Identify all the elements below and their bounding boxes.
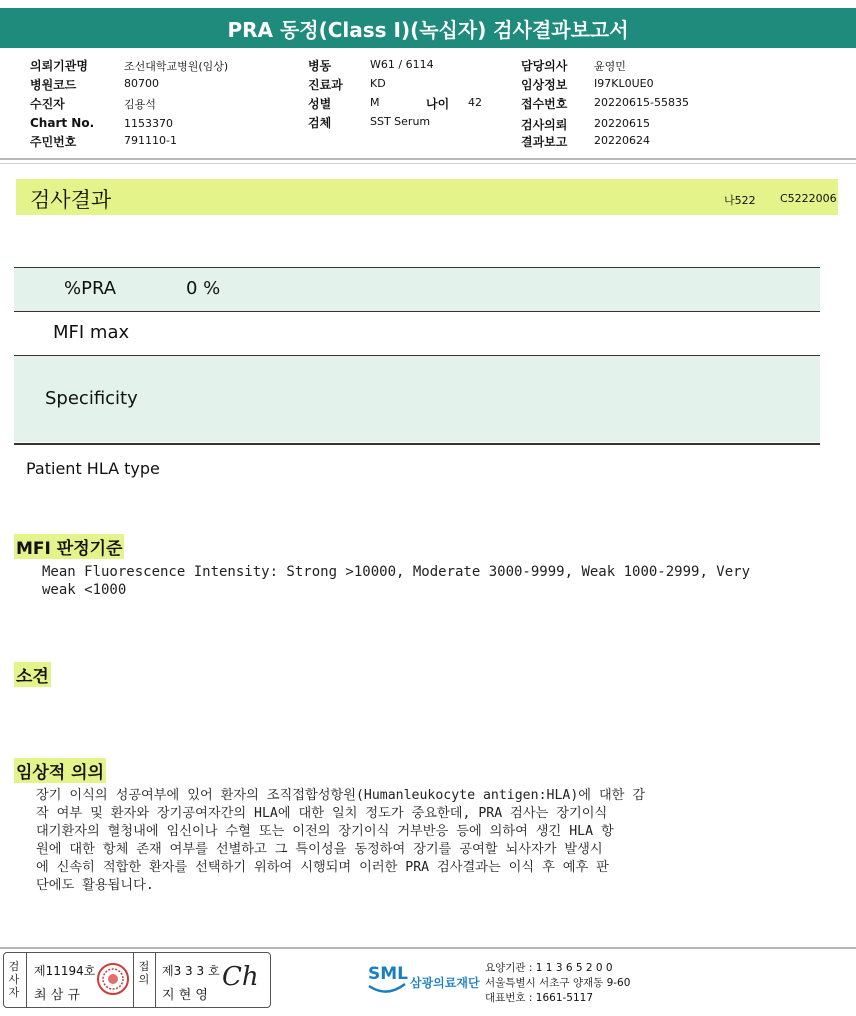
row-divider [14, 311, 820, 312]
mfi-criteria-line: weak <1000 [42, 582, 127, 598]
pra-row [14, 268, 820, 311]
label-department: 진료과 [308, 78, 343, 92]
label-result-report: 결과보고 [521, 135, 568, 149]
clinical-line: 대기환자의 혈청내에 임신이나 수혈 또는 이전의 장기이식 거부반응 등에 의하여 생긴 HLA 항 [36, 824, 614, 839]
value-resident-no: 791110-1 [124, 134, 177, 147]
inspector-name: 최 삼 규 [34, 988, 80, 1003]
pra-label: %PRA [64, 278, 117, 299]
label-doctor: 담당의사 [521, 59, 568, 73]
value-receipt-no: 20220615-55835 [594, 96, 689, 109]
result-code: 나522 [724, 194, 756, 207]
value-sex: M [370, 96, 380, 109]
foundation-name: 삼광의료재단 [410, 976, 480, 990]
clinical-line: 원에 대한 항체 존재 여부를 선별하고 그 특이성을 동정하여 장기를 공여할 뇌사자가 발생시 [36, 842, 603, 857]
value-test-request: 20220615 [594, 117, 650, 130]
value-specimen: SST Serum [370, 115, 431, 128]
label-institution: 의뢰기관명 [30, 59, 88, 73]
reviewer-number: 제3 3 3 호 [162, 964, 220, 978]
org-address: 서울특별시 서초구 양재동 9-60 [485, 977, 631, 989]
value-clinical-info: I97KL0UE0 [594, 77, 654, 90]
value-result-report: 20220624 [594, 134, 650, 147]
label-ward: 병동 [308, 59, 332, 73]
cell-separator [133, 953, 134, 1007]
result-title: 검사결과 [30, 188, 112, 212]
value-patient: 김용석 [124, 98, 156, 111]
row-divider [14, 443, 820, 445]
report-title: PRA 동정(Class I)(녹십자) 검사결과보고서 [0, 8, 856, 48]
footer-divider [0, 947, 856, 949]
result-test-code: C5222006 [780, 192, 837, 205]
label-hospital-code: 병원코드 [30, 78, 77, 92]
inspector-label-text: 검사자 [8, 960, 20, 999]
header-divider-thin [0, 163, 856, 164]
label-specimen: 검체 [308, 116, 332, 130]
reviewer-label [137, 960, 151, 986]
patient-hla-label: Patient HLA type [26, 459, 160, 478]
clinical-line: 장기 이식의 성공여부에 있어 환자의 조직접합성항원(Humanleukocyte antigen:HLA)에 대한 감 [36, 788, 646, 803]
inspector-label [7, 960, 21, 999]
clinical-heading: 임상적 의의 [14, 758, 106, 783]
result-header-bar [16, 179, 838, 215]
value-doctor: 윤영민 [594, 60, 626, 73]
label-receipt-no: 접수번호 [521, 97, 568, 111]
value-hospital-code: 80700 [124, 77, 159, 90]
value-ward: W61 / 6114 [370, 58, 434, 71]
seal-stamp-icon [96, 962, 130, 996]
opinion-heading: 소견 [14, 662, 51, 687]
label-resident-no: 주민번호 [30, 135, 77, 149]
value-chart-no: 1153370 [124, 117, 173, 130]
header-divider [0, 158, 856, 160]
value-institution: 조선대학교병원(임상) [124, 60, 229, 73]
reviewer-name: 지 현 영 [162, 988, 208, 1003]
label-patient: 수진자 [30, 97, 65, 111]
mfi-max-label: MFI max [53, 322, 130, 343]
clinical-line: 단에도 활용됩니다. [36, 878, 154, 893]
clinical-text [36, 787, 645, 895]
specificity-label: Specificity [45, 388, 138, 409]
inspector-number: 제11194호 [34, 964, 96, 978]
pra-value: 0 % [186, 278, 221, 299]
signature: Ch [222, 962, 259, 992]
reviewer-label-text: 접의 [138, 960, 150, 986]
org-phone: 대표번호 : 1661-5117 [485, 992, 594, 1004]
label-sex: 성별 [308, 97, 332, 111]
sml-logo-text: SML [368, 964, 408, 984]
org-code: 요양기관 : 1 1 3 6 5 2 0 0 [485, 962, 613, 974]
mfi-criteria-heading: MFI 판정기준 [14, 534, 124, 559]
cell-separator [26, 953, 27, 1007]
mfi-criteria-line: Mean Fluorescence Intensity: Strong >10000, Moderate 3000-9999, Weak 1000-2999, Very [42, 564, 751, 580]
label-test-request: 검사의뢰 [521, 118, 568, 132]
clinical-line: 에 신속히 적합한 환자를 선택하기 위하여 시행되며 이러한 PRA 검사결과는 이식 후 예후 판 [36, 860, 609, 875]
label-age: 나이 [426, 97, 450, 111]
cell-separator [155, 953, 156, 1007]
label-clinical-info: 임상정보 [521, 78, 568, 92]
value-department: KD [370, 77, 386, 90]
mfi-criteria-text [42, 563, 750, 599]
clinical-line: 작 여부 및 환자와 장기공여자간의 HLA에 대한 일치 정도가 중요한데, PRA 검사는 장기이식 [36, 806, 608, 821]
value-age: 42 [468, 96, 482, 109]
label-chart-no: Chart No. [30, 116, 95, 130]
